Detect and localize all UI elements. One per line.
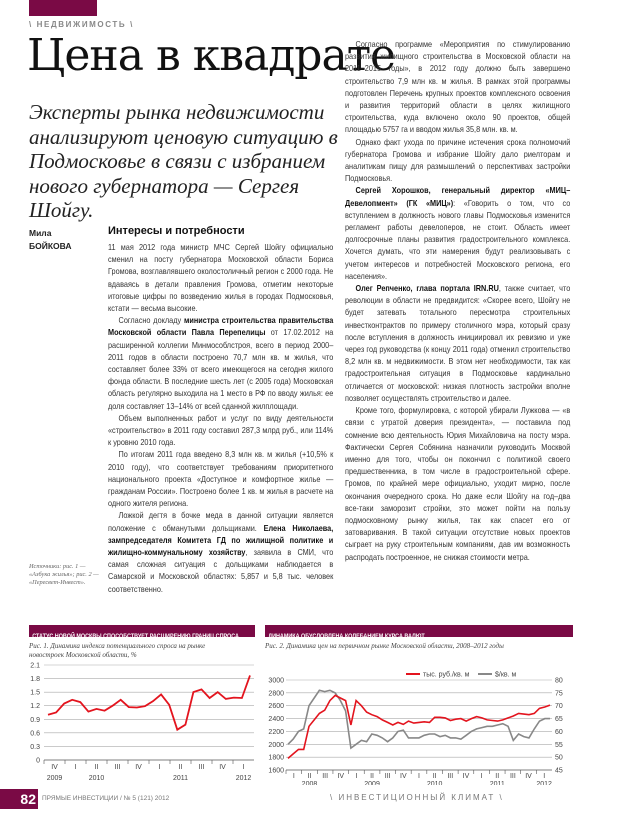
- paragraph: Однако факт ухода по причине истечения срока полномочий губернатора Громова и избрание Шойгу дало риелторам и аналитикам пищу для размышлений о перспективах застройки Подмосковья.: [345, 136, 571, 184]
- paragraph: Согласно программе «Мероприятия по стимулированию развития жилищного строительства в Московской области на 2011–2015 годы», в 2012 году должно быть завершено строительство 7,9 млн кв. м жилья. В рамках этой программы подготовлен Перечень крупных проектов комплексного освоения и развития территорий области в целях жилищного строительства, куда включено около 90 проектов, общей площадью 5757 га и вводом жилья 35,8 млн. кв. м.: [345, 39, 571, 135]
- y-right-tick-label: 70: [555, 703, 563, 711]
- y-right-tick-label: 50: [555, 754, 563, 762]
- y-right-tick-label: 75: [555, 690, 563, 698]
- chart1-title: Рис. 1. Динамика индекса потенциального спроса на рынке новостроек Московской области, %: [29, 642, 206, 659]
- x-tick-label: II: [307, 773, 312, 780]
- year-label: 2011: [489, 781, 505, 785]
- article-title: Цена в квадрате: [27, 30, 396, 81]
- author-first-name: Мила: [29, 228, 52, 238]
- y-left-tick-label: 3000: [268, 677, 284, 685]
- section-heading: Интересы и потребности: [108, 225, 245, 237]
- page-number: 82: [20, 791, 36, 807]
- x-tick-label: III: [114, 764, 121, 771]
- chart2-title: Рис. 2. Динамика цен на первичном рынке Московской области, 2008–2012 годы: [265, 642, 504, 650]
- x-tick-label: IV: [51, 764, 58, 771]
- chart2: [262, 652, 582, 785]
- year-label: 2010: [426, 781, 443, 785]
- legend-label-usd: $/кв. м: [495, 671, 517, 679]
- year-label: 2009: [364, 781, 380, 785]
- series-line-rub: [288, 695, 550, 758]
- paragraph: [108, 314, 333, 412]
- y-left-tick-label: 2800: [268, 690, 284, 698]
- y-right-tick-label: 65: [555, 716, 563, 724]
- paragraph: [345, 282, 570, 404]
- article-lead: Эксперты рынка недвижимости анализируют ценовую ситуацию в Подмосковье в связи с избранием нового губернатора — Сергея Шойгу.: [29, 100, 338, 222]
- year-label: 2012: [536, 781, 552, 785]
- text: , заявила в СМИ, что самая сложная ситуация с дольщиками наблюдается в Самарской и Московской областях: 5,857 и 5,8 тыс. человек соответственно.: [108, 547, 334, 594]
- year-label: 2011: [172, 775, 189, 782]
- left-column: [108, 241, 333, 595]
- chart2-banner-text: ДИНАМИКА ОБУСЛОВЛЕНА КОЛЕБАНИЕМ КУРСА ВАЛЮТ: [268, 633, 425, 640]
- bold-text: Елена Николаева, зампредседателя Комитета ГД по жилищной политике и жилищно-коммунальному хозяйству: [108, 522, 334, 558]
- footer-section: \ ИНВЕСТИЦИОННЫЙ КЛИМАТ \: [330, 793, 504, 802]
- x-tick-label: IV: [400, 773, 407, 780]
- y-left-tick-label: 1800: [268, 754, 284, 762]
- x-tick-label: III: [198, 764, 205, 771]
- y-right-tick-label: 80: [555, 677, 563, 685]
- x-tick-label: IV: [219, 764, 226, 771]
- section-color-bar: [29, 0, 97, 16]
- x-tick-label: I: [543, 773, 546, 780]
- year-label: 2009: [46, 775, 63, 782]
- y-tick-label: 1.8: [30, 676, 40, 684]
- year-label: 2012: [235, 775, 252, 782]
- y-left-tick-label: 2400: [268, 716, 284, 724]
- paragraph: 11 мая 2012 года министр МЧС Сергей Шойгу официально сменил на посту губернатора Московской области Бориса Громова, возглавлявшего околостоличный регион с 2000 года. Не вдаваясь в детали правления Громова, отметим некоторые итоговые цифры по возведению жилья в городах Подмосковья, кстати — весьма высокие.: [108, 242, 334, 314]
- x-tick-label: I: [418, 773, 420, 780]
- right-column: [345, 38, 570, 563]
- x-tick-label: III: [322, 773, 329, 780]
- legend-label-rub: тыс. руб./кв. м: [423, 671, 470, 679]
- x-tick-label: I: [292, 773, 295, 780]
- chart1-banner: [29, 625, 255, 640]
- x-tick-label: II: [495, 773, 500, 780]
- y-left-tick-label: 2000: [268, 741, 284, 749]
- x-tick-label: IV: [337, 773, 345, 780]
- chart1-banner-text: СТАТУС НОВОЙ МОСКВЫ СПОСОБСТВУЕТ РАСШИРЕНИЮ ГРАНИЦ СПРОСА: [32, 633, 239, 640]
- paragraph: Объем выполненных работ и услуг по виду деятельности «строительство» в 2011 году составил 287,3 млрд руб., или 114% к уровню 2010 года.: [108, 412, 334, 448]
- x-tick-label: I: [74, 764, 77, 771]
- author-last-name: БОЙКОВА: [29, 241, 72, 251]
- x-tick-label: II: [432, 773, 437, 780]
- text: Согласно докладу: [118, 315, 184, 326]
- bold-text: Сергей Хорошков, генеральный директор «МИЦ–Девелопмент» (ГК «МИЦ»): [345, 185, 571, 208]
- y-tick-label: 1.2: [30, 703, 40, 711]
- x-tick-label: I: [158, 764, 161, 771]
- y-right-tick-label: 45: [555, 767, 563, 775]
- paragraph: По итогам 2011 года введено 8,3 млн кв. м жилья (+10,5% к 2010 году), что соответствует требованиям приоритетного национального проекта «Доступное и комфортное жилье — гражданам России». Построено более 1 кв. м жилья в расчете на одного жителя региона.: [108, 449, 334, 509]
- paragraph: [345, 184, 570, 282]
- y-tick-label: 2.1: [30, 662, 40, 670]
- y-right-tick-label: 60: [555, 728, 563, 736]
- y-left-tick-label: 2600: [268, 703, 284, 711]
- y-tick-label: 0.9: [30, 716, 40, 724]
- x-tick-label: IV: [525, 773, 532, 780]
- x-tick-label: III: [509, 773, 516, 780]
- bold-text: Олег Репченко, глава портала IRN.RU: [355, 283, 499, 294]
- rubric: \ НЕДВИЖИМОСТЬ \: [29, 20, 134, 29]
- y-tick-label: 0.6: [30, 730, 40, 738]
- x-tick-label: III: [447, 773, 454, 780]
- series-line-demand-index: [48, 675, 250, 729]
- x-tick-label: III: [384, 773, 391, 780]
- author: [29, 227, 71, 253]
- x-tick-label: II: [94, 764, 99, 771]
- y-tick-label: 1.5: [30, 689, 40, 697]
- paragraph: Кроме того, формулировка, с которой убирали Лужкова — «в связи с утратой доверия президента», — поставила под сомнение всю деятельность Юрия Михайловича на посту мэра. Фактически Сергея Собянина назначили руководить Москвой именно для того, чтобы он покончил с политикой своего предшественника, в том числе в градостроительной сфере. Громов, по крайней мере официально, уходит мирно, после окончания очередного срока. Но даже если Шойгу на год–два все-таки заморозит стройки, это может пойти на пользу подмосковному рынку жилья, так как спасет его от затоваривания. В такой ситуации отсутствие новых проектов сыграет на руку строительным компаниям, дав им возможность распродать построенное, не снижая стоимости метра.: [345, 405, 571, 562]
- year-label: 2008: [301, 781, 318, 785]
- series-line-usd: [288, 690, 550, 748]
- magazine-issue: ПРЯМЫЕ ИНВЕСТИЦИИ / № 5 (121) 2012: [42, 795, 170, 802]
- text: Ложкой дегтя в бочке меда в данной ситуации является положение с обманутыми дольщиками.: [108, 510, 334, 533]
- x-tick-label: I: [242, 764, 245, 771]
- year-label: 2010: [88, 775, 105, 782]
- chart1: [22, 660, 258, 785]
- text: , также считает, что революции в области не предвидится: «Скорее всего, Шойгу не будет затевать тотального пересмотра строительных инвестконтрактов по примеру столичного мэра, который сразу после вступления в должность инициировал их ревизию и уже через год руководства (к концу 2011 года) отменил строительство 8,2 млн кв. м недвижимости. В этом нет необходимости, так как градостроительная ситуация в Подмосковье кардинально отличается от московской: низкая плотность застройки вполне позволяет осуществлять строительство и далее.: [345, 283, 571, 403]
- y-left-tick-label: 1600: [268, 767, 284, 775]
- x-tick-label: IV: [462, 773, 470, 780]
- paragraph: [108, 509, 333, 594]
- x-tick-label: I: [480, 773, 483, 780]
- y-tick-label: 0.3: [30, 743, 40, 751]
- x-tick-label: II: [370, 773, 375, 780]
- y-tick-label: 0: [36, 757, 40, 765]
- x-tick-label: IV: [135, 764, 142, 771]
- sources-note: Источники: рис. 1 — «Азбука жилья»; рис. 2 — «Пересвет-Инвест».: [29, 563, 99, 586]
- text: от 17.02.2012 на расширенной коллегии Минмособлстроя, всего в период 2000–2011 годов в области построено 70,7 млн кв. м жилья, что составляет более 33% от всего имеющегося на сегодня жилого фонда области. В последние шесть лет (с 2005 года) Московская область регулярно выходила на 1 место в РФ по вводу жилья: ее доля составляет 13–14% от всей сданной жилплощади.: [108, 327, 334, 411]
- text: : «Говорить о том, что со вступлением в должность нового главы Подмосковья изменится регламент работы девелоперов, не стоит. Область имеет долгосрочные планы развития градостроительного комплекса. Хочется думать, что эти намерения будут реализовывать с учетом интересов и потребностей Московского региона, его населения».: [345, 197, 571, 281]
- y-left-tick-label: 2200: [268, 728, 284, 736]
- y-right-tick-label: 55: [555, 741, 563, 749]
- x-tick-label: II: [178, 764, 183, 771]
- x-tick-label: I: [355, 773, 358, 780]
- bold-text: министра строительства правительства Московской области Павла Перепелицы: [108, 315, 334, 338]
- chart2-banner: [265, 625, 573, 640]
